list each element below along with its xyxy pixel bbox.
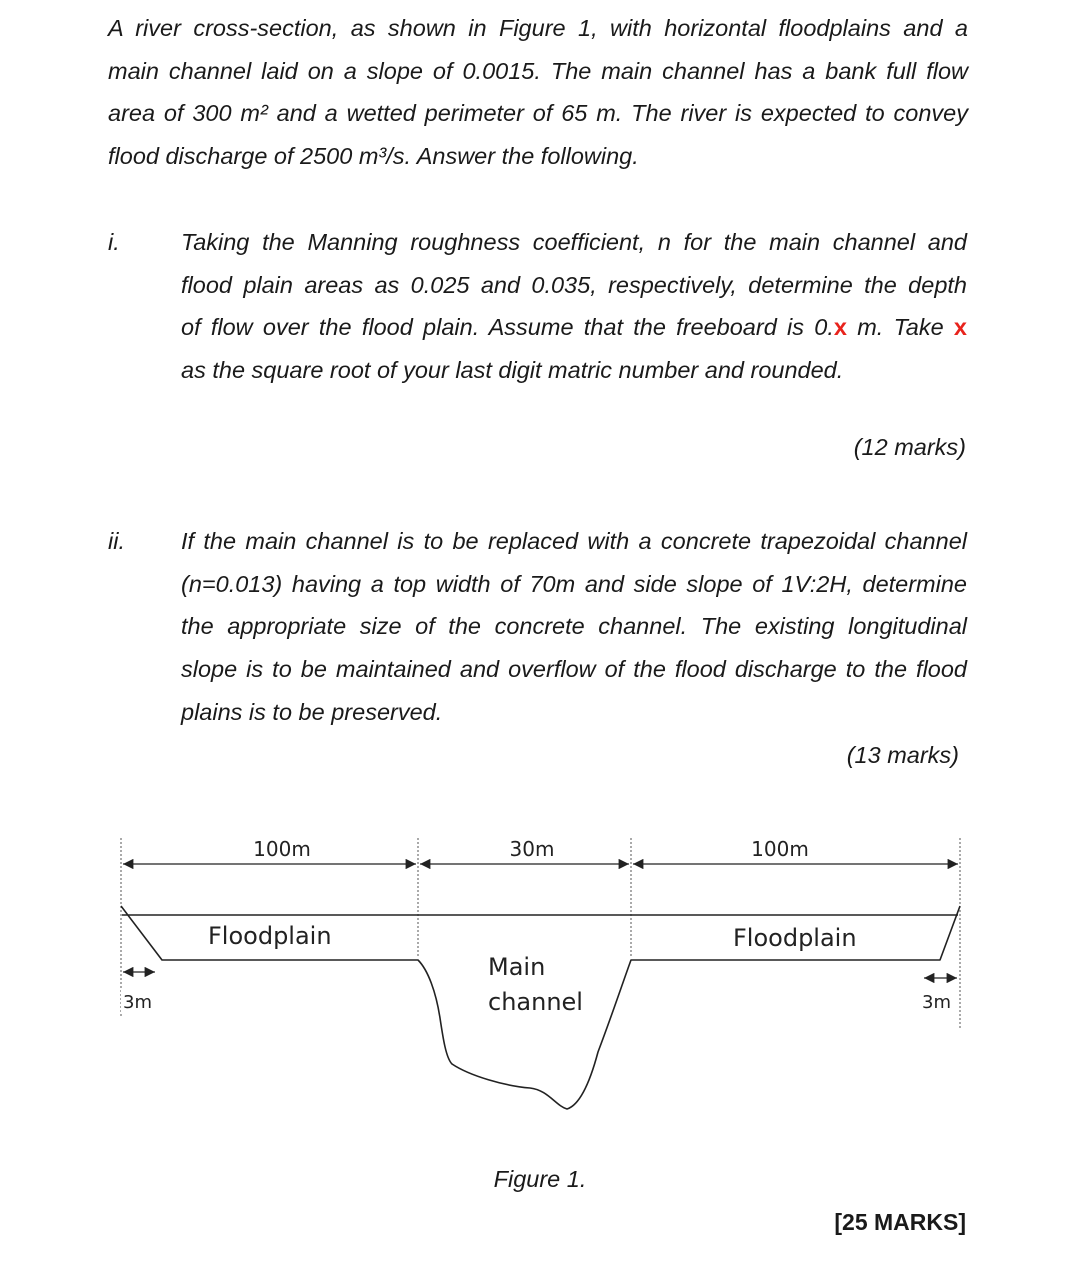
dimension-right-label: 100m — [751, 837, 809, 861]
question-1-number: i. — [108, 229, 120, 255]
question-2-line: (n=0.013) having a top width of 70m and side slope of 1V:2H, determine — [181, 570, 967, 597]
question-1-line — [181, 306, 967, 349]
question-1-line: as the square root of your last digit matric number and rounded. — [181, 357, 844, 384]
question-1-line3-part-a: of flow over the flood plain. Assume that the freeboard is 0. — [181, 314, 834, 341]
question-2-line: plains is to be preserved. — [181, 698, 443, 725]
question-1-line: flood plain areas as 0.025 and 0.035, respectively, determine the depth — [181, 271, 967, 298]
total-marks: [25 MARKS] — [834, 1209, 966, 1235]
river-cross-section-figure — [0, 820, 1080, 1150]
dimension-center-label: 30m — [509, 837, 555, 861]
figure-caption: Figure 1. — [493, 1166, 587, 1192]
main-channel-label-line1: Main — [488, 953, 546, 981]
question-2-line: If the main channel is to be replaced with a concrete trapezoidal channel — [181, 528, 967, 554]
main-channel-label-line2: channel — [488, 988, 583, 1016]
intro-line: area of 300 m² and a wetted perimeter of 65 m. The river is expected to convey — [108, 100, 968, 127]
intro-line: flood discharge of 2500 m³/s. Answer the following. — [108, 143, 639, 170]
depth-left-label: 3m — [123, 992, 152, 1013]
question-2-number: ii. — [108, 528, 125, 554]
intro-line: main channel laid on a slope of 0.0015. The main channel has a bank full flow — [108, 57, 968, 84]
dimension-left-label: 100m — [253, 837, 311, 861]
question-2-line: the appropriate size of the concrete channel. The existing longitudinal — [181, 613, 967, 640]
question-1-line3-part-b: m. Take — [846, 314, 954, 341]
question-1-marks: (12 marks) — [853, 434, 966, 460]
question-2-marks: (13 marks) — [846, 742, 959, 768]
depth-right-label: 3m — [922, 992, 951, 1013]
variable-x-red: x — [953, 314, 967, 341]
question-2-text — [181, 520, 967, 734]
question-1-line: Taking the Manning roughness coefficient, n for the main channel and — [181, 229, 967, 255]
intro-line: A river cross-section, as shown in Figure 1, with horizontal floodplains and a — [108, 15, 968, 41]
floodplain-left-label: Floodplain — [208, 922, 332, 950]
question-2-line: slope is to be maintained and overflow of the flood discharge to the flood — [181, 656, 967, 683]
intro-paragraph — [108, 7, 968, 178]
variable-x-red: x — [833, 314, 847, 341]
question-1-text — [181, 221, 967, 392]
floodplain-right-label: Floodplain — [733, 924, 857, 952]
